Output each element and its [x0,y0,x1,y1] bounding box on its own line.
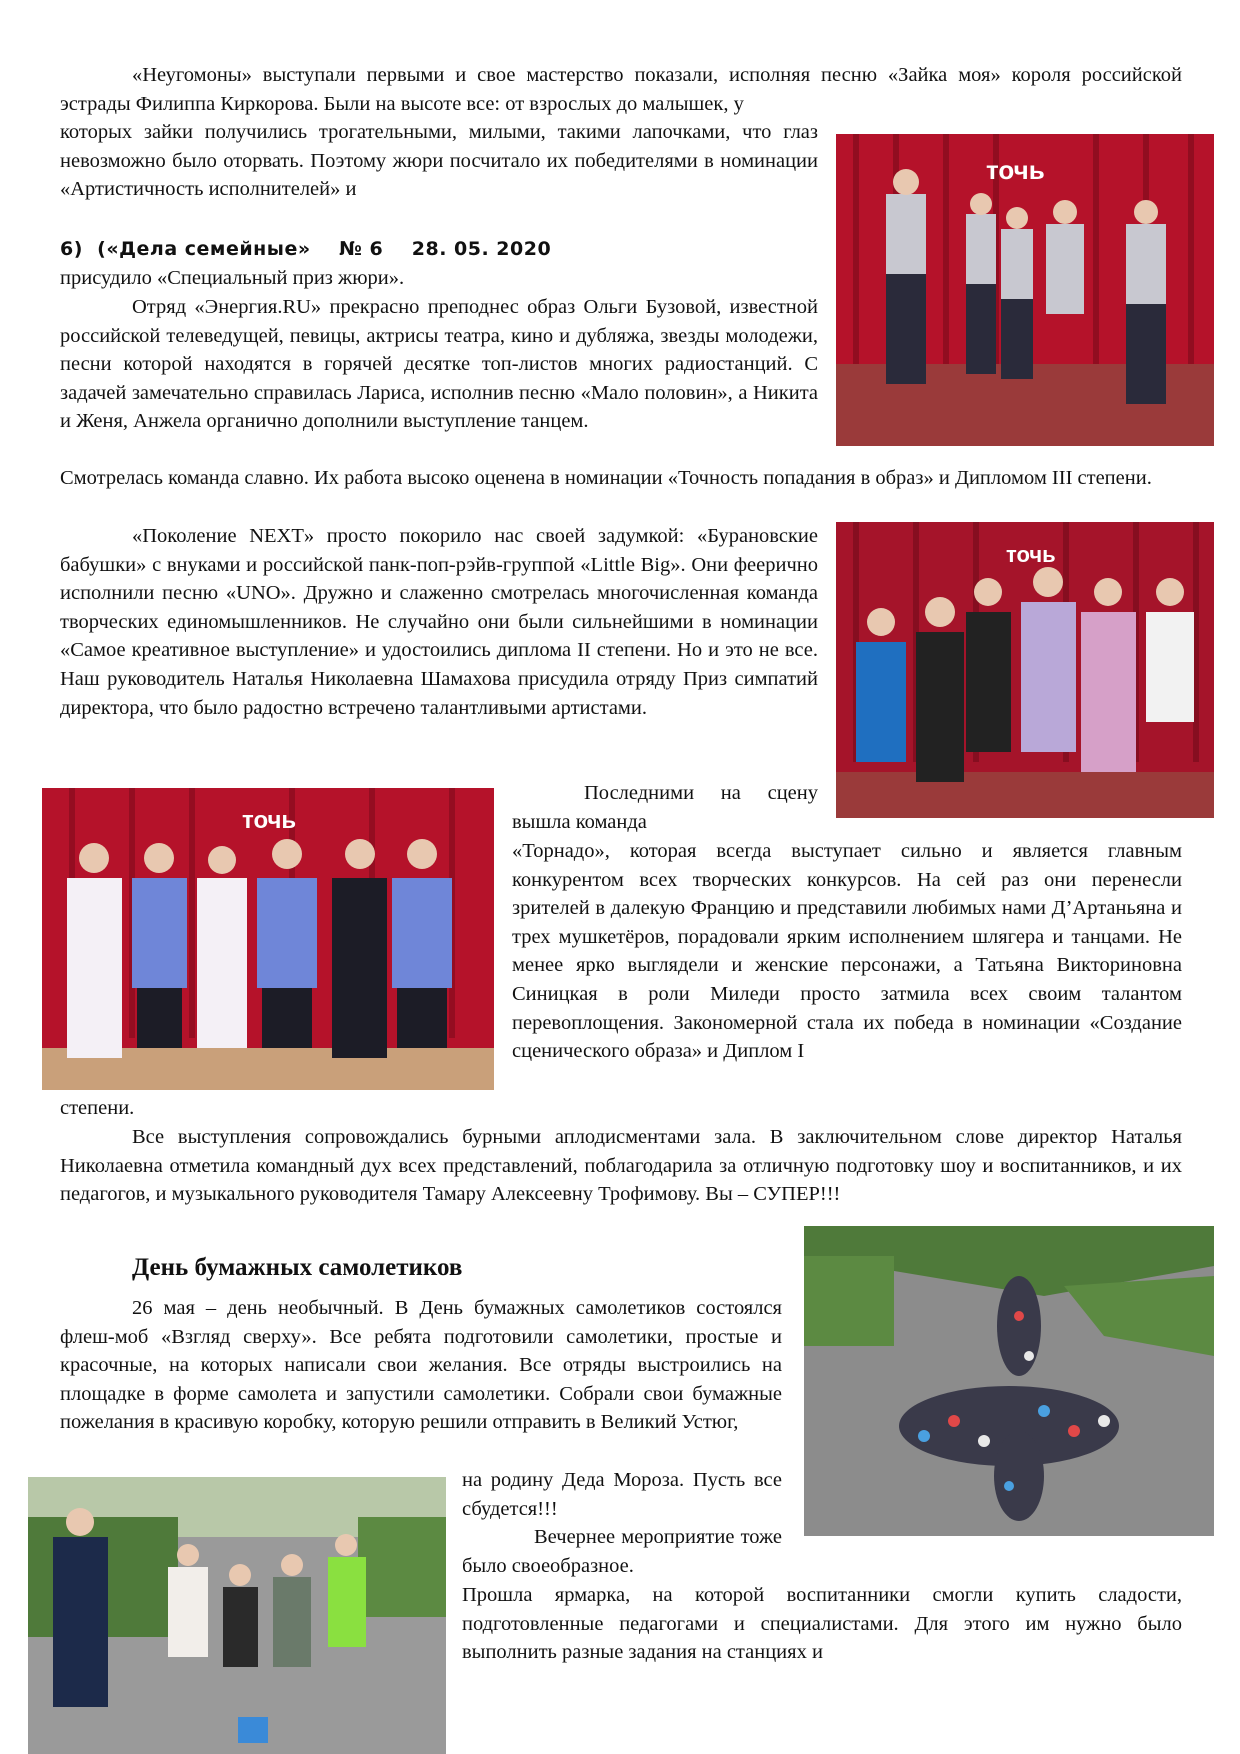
svg-text:точь: точь [1006,542,1056,567]
photo-tornado-musketeers [42,788,494,1090]
p4-end: степени. [60,1097,135,1119]
evening-paragraph-wide [462,1581,1182,1667]
header-number: 6) [60,238,83,260]
evening-paragraph-narrow [462,1523,782,1580]
intro-paragraph-narrow: которых зайки получились трогательными, милыми, такими лапочками, что глаз невозможно было оторвать. Поэтому жюри посчитало их победителями в номинации «Артистичность исполнителей» и [60,121,818,201]
header-issue: № 6 [339,238,384,260]
closing-paragraph [60,1123,1182,1209]
energia-paragraph-narrow: Отряд «Энергия.RU» прекрасно преподнес образ Ольги Бузовой, известной российской телеведущей, певицы, актрисы театра, кино и дубляжа, звезды молодежи, песни которой находятся в горячей десятке топ-листов многих радиостанций. С задачей замечательно справилась Лариса, исполнив песню «Мало половин», а Никита и Женя, Анжела органично дополнили выступление танцем. [60,296,818,433]
svg-text:точь: точь [242,807,297,834]
tornado-paragraph-wide: «Торнадо», которая всегда выступает сильно и является главным конкурентом всех творческих конкурсов. На сей раз они перенесли зрителей в далекую Францию и представили любимых нами Д’Артаньяна и трех мушкетёров, порадовали ярким исполнением шлягера и танцами. Не менее ярко выглядели и женские персонажи, а Татьяна Викториновна Синицкая в роли Миледи просто затмила всех своим талантом перевоплощения. Закономерной стала их победа в номинации «Создание сценического образа» и Диплом I [512,840,1182,1063]
section-title: День бумажных самолетиков [132,1254,463,1281]
tornado-paragraph-end [60,1094,460,1123]
p5: Все выступления сопровождались бурными аплодисментами зала. В заключительном слове директор Наталья Николаевна отметила командный дух всех представлений, поблагодарила за отличную подготовку шоу и воспитанников, и их педагогов, и музыкального руководителя Тамару Алексеевну Трофимову. Вы – СУПЕР!!! [60,1126,1182,1206]
p6-continued: на родину Деда Мороза. Пусть все сбудется!!! [462,1469,782,1520]
photo-fair-games [28,1477,446,1754]
photo-airplane-formation [804,1226,1214,1536]
photo-next-team [836,522,1214,818]
tornado-paragraph-narrow: Последними на сцену вышла команда [512,782,818,833]
header-date: 28. 05. 2020 [411,238,552,260]
planes-paragraph-continued [462,1466,782,1523]
p7: Вечернее мероприятие тоже было своеобразное. [462,1526,782,1577]
planes-paragraph [60,1294,782,1437]
p3: «Поколение NEXT» просто покорило нас своей задумкой: «Бурановские бабушки» с внуками и российской панк-поп-рэйв-группой «Little Big». Они феерично исполнили песню «UNO». Дружно и слаженно смотрелась многочисленная команда творческих единомышленников. Не случайно они были сильнейшими в номинации «Самое креативное выступление» и удостоились диплома II степени. Но и это не все. Наш руководитель Наталья Николаевна Шамахова присудила отряду Приз симпатий директора, что было радостно встречено талантливыми артистами. [60,525,818,719]
header-paper: («Дела семейные» [97,238,311,260]
next-paragraph [60,522,818,722]
svg-text:точь: точь [986,155,1045,185]
energia-paragraph-wide: Смотрелась команда славно. Их работа высоко оценена в номинации «Точность попадания в образ» и Дипломом III степени. [60,467,1152,489]
p6: 26 мая – день необычный. В День бумажных самолетиков состоялся флеш-моб «Взгляд сверху». Все ребята подготовили самолетики, простые и красочные, на которых написали свои желания. Все отряды выстроились на площадке в форме самолета и запустили самолетики. Собрали свои бумажные пожелания в красивую коробку, которую решили отправить в Великий Устюг, [60,1297,782,1434]
page-header [60,235,760,264]
intro-paragraph-wide: «Неугомоны» выступали первыми и свое мастерство показали, исполняя песню «Зайка моя» короля российской эстрады Филиппа Киркорова. Были на высоте все: от взрослых до малышек, у [60,64,1182,115]
intro-paragraph-continued [60,264,818,293]
p1-continued: присудило «Специальный приз жюри». [60,267,405,289]
photo-energia-stage [836,134,1214,446]
p7-continued: Прошла ярмарка, на которой воспитанники смогли купить сладости, подготовленные педагогами и специалистами. Для этого им нужно было выполнить разные задания на станциях и [462,1584,1182,1664]
